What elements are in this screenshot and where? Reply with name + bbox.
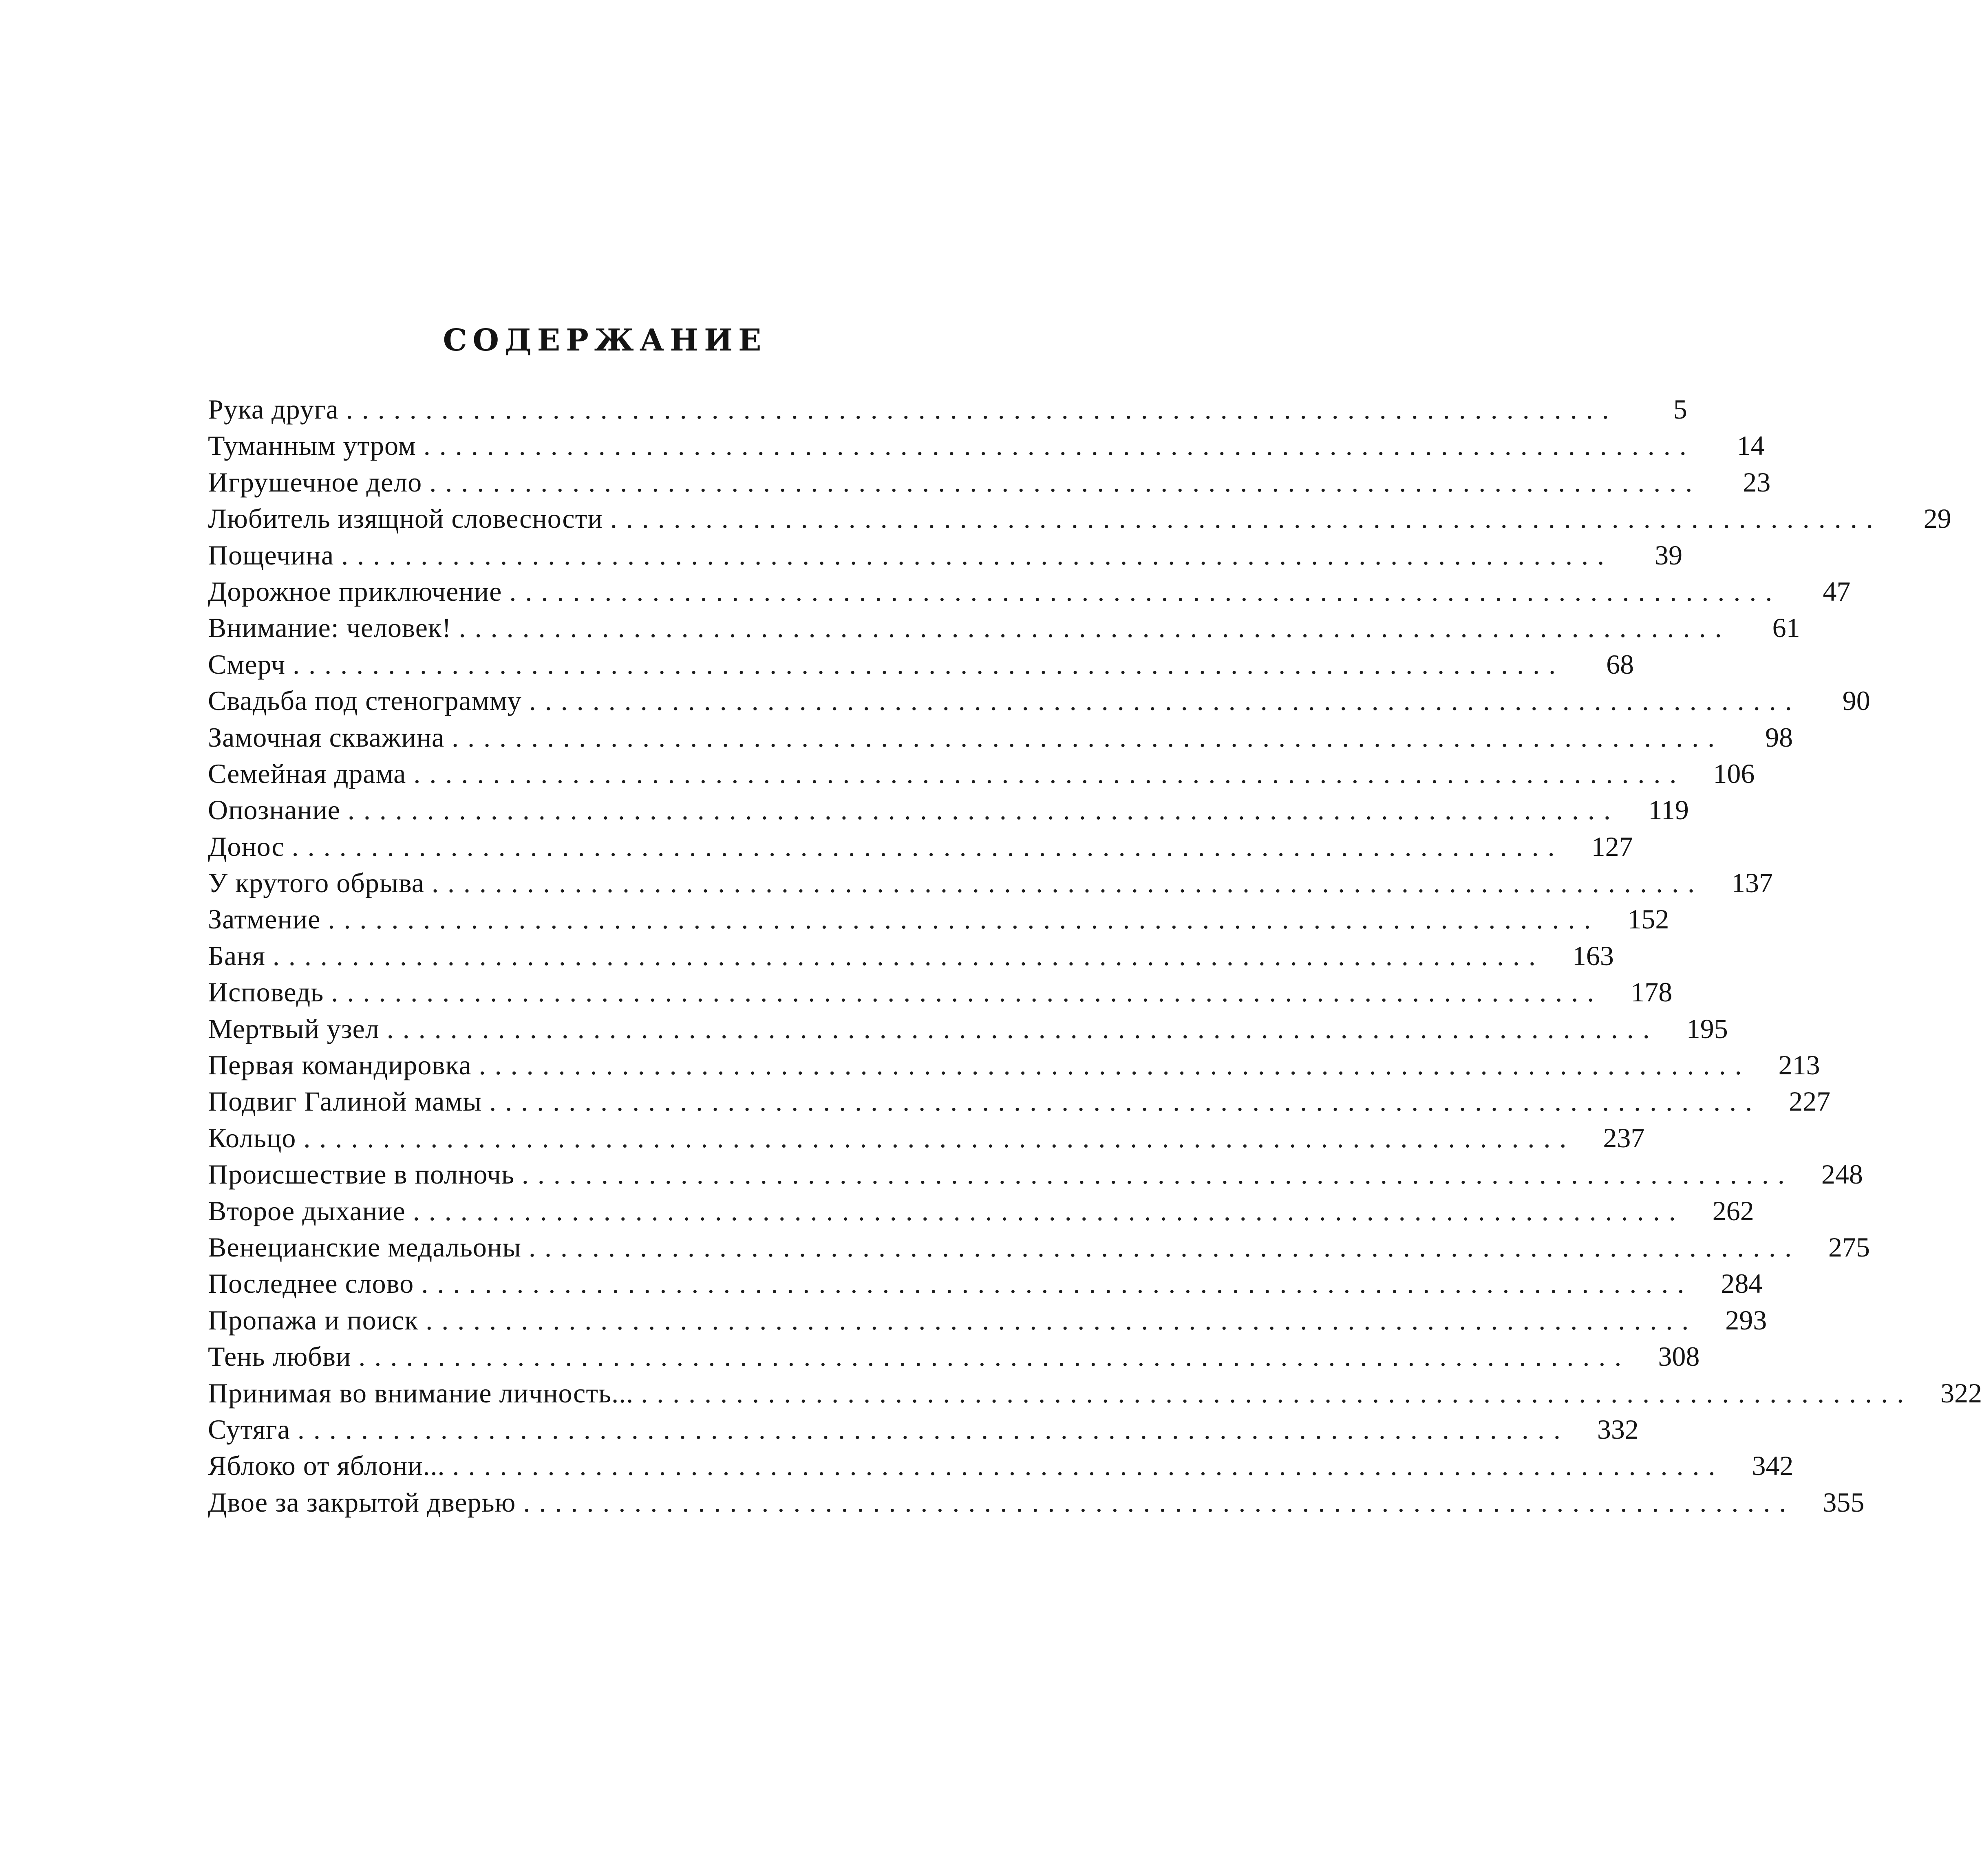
toc-entry xyxy=(208,865,1773,901)
toc-entry-title: Туманным утром xyxy=(208,430,416,461)
toc-entry-title: Двое за закрытой дверью xyxy=(208,1486,516,1518)
toc-entry-page-number: 90 xyxy=(1842,685,1870,716)
table-of-contents xyxy=(208,391,1982,1521)
toc-entry xyxy=(208,500,1951,537)
dot-leader: ................................................................................ xyxy=(297,1413,1569,1445)
dot-leader: ................................................................................ xyxy=(421,1268,1693,1299)
dot-leader: ................................................................................ xyxy=(426,1304,1698,1336)
toc-entry-page-number: 308 xyxy=(1658,1341,1700,1372)
dot-leader: ................................................................................ xyxy=(509,575,1781,607)
toc-entry xyxy=(208,901,1669,937)
toc-entry xyxy=(208,719,1793,756)
toc-entry xyxy=(208,1375,1982,1411)
toc-entry-page-number: 39 xyxy=(1655,539,1683,571)
toc-entry-page-number: 355 xyxy=(1823,1486,1865,1518)
toc-entry-title: Смерч xyxy=(208,648,286,680)
toc-entry xyxy=(208,1229,1870,1265)
toc-entry-page-number: 106 xyxy=(1713,758,1755,789)
toc-entry-page-number: 262 xyxy=(1712,1195,1754,1226)
toc-entry xyxy=(208,1083,1831,1120)
toc-entry xyxy=(208,683,1870,719)
toc-entry-title: Внимание: человек! xyxy=(208,612,452,644)
dot-leader: ................................................................................ xyxy=(459,612,1731,644)
toc-entry-page-number: 68 xyxy=(1606,648,1634,680)
toc-entry xyxy=(208,938,1614,974)
toc-entry-title: Пощечина xyxy=(208,539,334,571)
toc-entry-page-number: 61 xyxy=(1772,612,1800,644)
dot-leader: ................................................................................ xyxy=(489,1086,1761,1117)
toc-entry xyxy=(208,464,1771,500)
dot-leader: ................................................................................ xyxy=(303,1122,1576,1153)
toc-entry-page-number: 98 xyxy=(1765,721,1793,753)
dot-leader: ................................................................................ xyxy=(452,1450,1724,1481)
dot-leader: ................................................................................ xyxy=(341,539,1613,571)
toc-entry-title: Дорожное приключение xyxy=(208,575,502,607)
toc-entry xyxy=(208,1120,1645,1156)
dot-leader: ................................................................................ xyxy=(413,1195,1685,1226)
dot-leader: ................................................................................ xyxy=(413,758,1686,789)
dot-leader: ................................................................................ xyxy=(521,1159,1794,1190)
toc-entry xyxy=(208,1265,1763,1302)
toc-entry-title: Семейная драма xyxy=(208,758,406,789)
dot-leader: ................................................................................ xyxy=(328,904,1600,935)
toc-entry-title: Затмение xyxy=(208,904,321,935)
dot-leader: ................................................................................ xyxy=(610,503,1882,534)
toc-entry-title: Первая командировка xyxy=(208,1049,472,1081)
dot-leader: ................................................................................ xyxy=(423,430,1695,461)
dot-leader: ................................................................................ xyxy=(293,648,1565,680)
toc-entry-page-number: 332 xyxy=(1597,1413,1639,1445)
toc-entry-page-number: 275 xyxy=(1828,1231,1870,1263)
dot-leader: ................................................................................ xyxy=(523,1486,1795,1518)
toc-entry xyxy=(208,1448,1794,1484)
toc-entry xyxy=(208,537,1683,573)
toc-entry-page-number: 227 xyxy=(1789,1086,1831,1117)
toc-entry-page-number: 248 xyxy=(1821,1159,1863,1190)
toc-entry xyxy=(208,428,1765,464)
toc-entry-page-number: 5 xyxy=(1673,394,1687,425)
toc-entry xyxy=(208,829,1633,865)
toc-entry-title: Игрушечное дело xyxy=(208,466,422,498)
toc-entry-title: Свадьба под стенограмму xyxy=(208,685,522,716)
toc-entry-title: Последнее слово xyxy=(208,1268,414,1299)
dot-leader: ................................................................................ xyxy=(272,940,1545,971)
toc-entry-page-number: 29 xyxy=(1923,503,1951,534)
toc-entry xyxy=(208,573,1851,610)
toc-entry-title: Опознание xyxy=(208,794,340,826)
toc-entry-title: Венецианские медальоны xyxy=(208,1231,521,1263)
dot-leader: ................................................................................ xyxy=(386,1013,1659,1044)
toc-entry-page-number: 195 xyxy=(1686,1013,1728,1044)
toc-entry xyxy=(208,1011,1728,1047)
dot-leader: ................................................................................ xyxy=(431,867,1704,899)
toc-entry-title: Кольцо xyxy=(208,1122,296,1153)
dot-leader: ................................................................................ xyxy=(641,1377,1913,1409)
toc-entry-page-number: 322 xyxy=(1940,1377,1982,1409)
dot-leader: ................................................................................ xyxy=(347,794,1620,826)
toc-entry xyxy=(208,1302,1767,1338)
toc-entry-page-number: 152 xyxy=(1627,904,1669,935)
dot-leader: ................................................................................ xyxy=(528,1231,1801,1263)
dot-leader: ................................................................................ xyxy=(429,466,1702,498)
toc-entry xyxy=(208,1193,1754,1229)
toc-entry-title: Сутяга xyxy=(208,1413,290,1445)
toc-entry-page-number: 213 xyxy=(1778,1049,1820,1081)
toc-entry-page-number: 284 xyxy=(1721,1268,1763,1299)
toc-entry-title: Тень любви xyxy=(208,1341,351,1372)
toc-entry xyxy=(208,391,1687,428)
toc-entry-title: Происшествие в полночь xyxy=(208,1159,514,1190)
toc-entry-title: Подвиг Галиной мамы xyxy=(208,1086,482,1117)
toc-entry xyxy=(208,756,1755,792)
toc-entry-title: Исповедь xyxy=(208,977,324,1008)
toc-entry xyxy=(208,1338,1700,1375)
toc-entry-title: Замочная скважина xyxy=(208,721,445,753)
toc-entry-page-number: 14 xyxy=(1737,430,1765,461)
toc-entry-title: Пропажа и поиск xyxy=(208,1304,419,1336)
toc-entry-title: Яблоко от яблони... xyxy=(208,1450,445,1481)
dot-leader: ................................................................................ xyxy=(291,831,1564,862)
toc-entry-title: У крутого обрыва xyxy=(208,867,424,899)
toc-entry-title: Баня xyxy=(208,940,265,971)
toc-entry-page-number: 23 xyxy=(1743,466,1771,498)
toc-entry-page-number: 342 xyxy=(1752,1450,1794,1481)
toc-entry xyxy=(208,1047,1820,1083)
toc-entry-page-number: 47 xyxy=(1823,575,1851,607)
toc-entry-title: Мертвый узел xyxy=(208,1013,380,1044)
toc-entry xyxy=(208,974,1673,1010)
toc-entry-title: Рука друга xyxy=(208,394,339,425)
toc-entry-page-number: 293 xyxy=(1725,1304,1767,1336)
toc-entry-title: Любитель изящной словесности xyxy=(208,503,603,534)
page-title: СОДЕРЖАНИЕ xyxy=(443,323,767,358)
toc-entry-page-number: 119 xyxy=(1648,794,1689,826)
dot-leader: ................................................................................ xyxy=(331,977,1603,1008)
dot-leader: ................................................................................ xyxy=(479,1049,1751,1081)
toc-entry xyxy=(208,1484,1865,1521)
dot-leader: ................................................................................ xyxy=(452,721,1724,753)
toc-entry-page-number: 163 xyxy=(1572,940,1614,971)
toc-entry-page-number: 237 xyxy=(1603,1122,1645,1153)
toc-entry-title: Донос xyxy=(208,831,285,862)
toc-entry-page-number: 137 xyxy=(1731,867,1773,899)
toc-entry xyxy=(208,792,1689,828)
dot-leader: ................................................................................ xyxy=(358,1341,1631,1372)
dot-leader: ................................................................................ xyxy=(346,394,1618,425)
toc-entry-page-number: 178 xyxy=(1631,977,1673,1008)
toc-entry-title: Принимая во внимание личность... xyxy=(208,1377,634,1409)
toc-entry xyxy=(208,1156,1863,1193)
toc-entry xyxy=(208,1411,1639,1448)
toc-entry-title: Второе дыхание xyxy=(208,1195,406,1226)
toc-entry-page-number: 127 xyxy=(1591,831,1633,862)
dot-leader: ................................................................................ xyxy=(529,685,1801,716)
toc-entry xyxy=(208,610,1800,646)
toc-entry xyxy=(208,646,1634,683)
